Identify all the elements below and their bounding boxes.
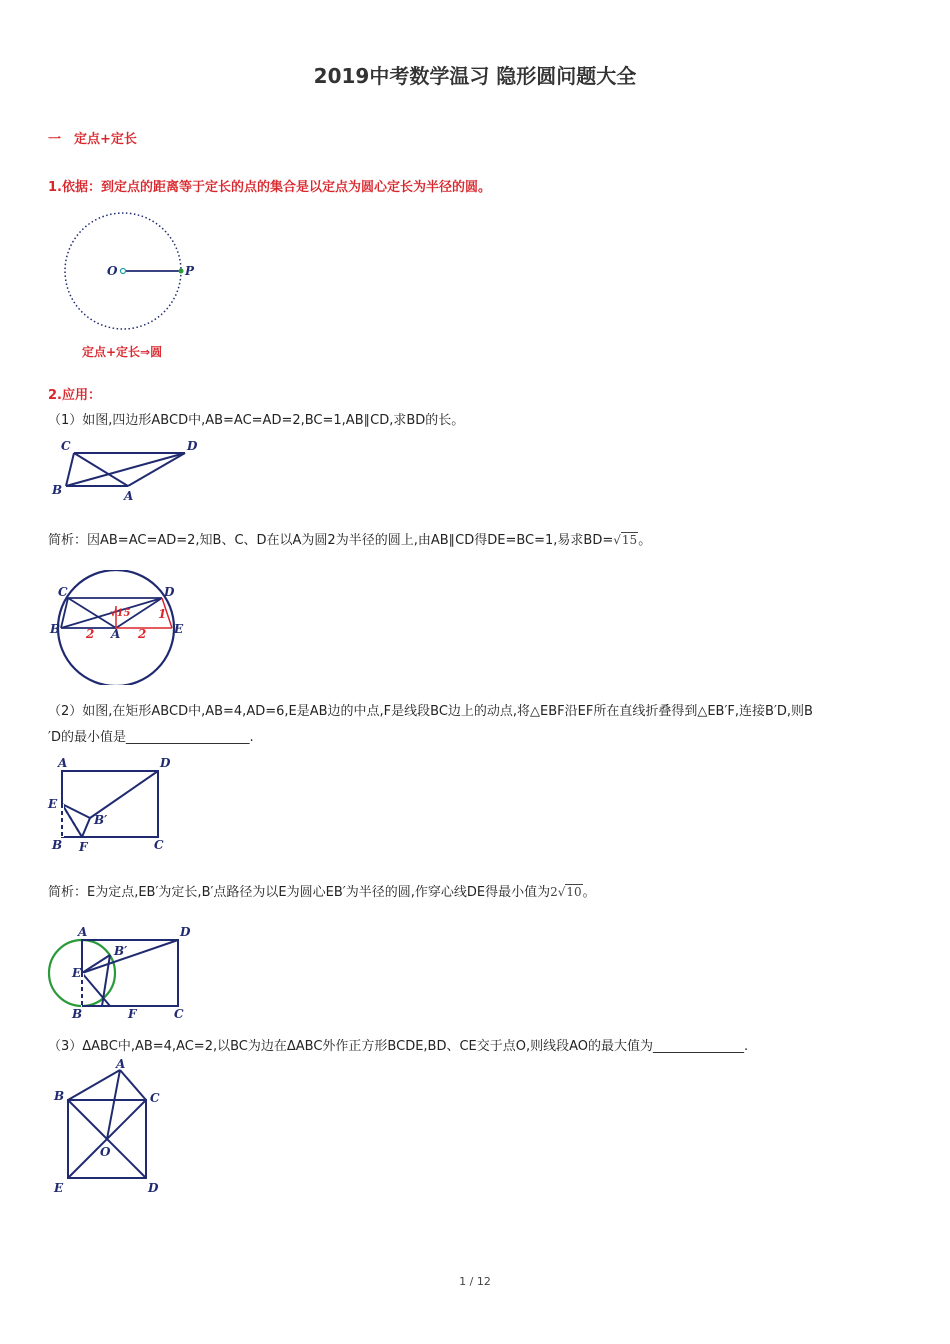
q1a-label-b: B bbox=[50, 622, 61, 636]
fig1-point-p bbox=[179, 269, 184, 274]
q2-label-b: B bbox=[52, 838, 63, 852]
fig1-center-point bbox=[121, 269, 126, 274]
q3-text: （3）ΔABC中,AB=4,AC=2,以BC为边在ΔABC外作正方形BCDE,BD、CE交于点O,则线段AO的最大值为______________. bbox=[48, 1039, 749, 1054]
basis-statement: 1.依据：到定点的距离等于定长的点的集合是以定点为圆心定长为半径的圆。 bbox=[48, 180, 491, 195]
q1-label-c: C bbox=[61, 439, 71, 453]
q2a-label-a: A bbox=[78, 925, 88, 939]
fig1-caption: 定点+定长⇒圆 bbox=[82, 345, 163, 359]
q2-sqrt-expression: 2√10 bbox=[550, 885, 582, 899]
q1a-label-one: 1 bbox=[158, 607, 167, 621]
application-heading: 2.应用： bbox=[48, 388, 101, 403]
q2-analysis bbox=[48, 881, 596, 900]
q1a-label-sqrt15: √15 bbox=[110, 608, 131, 619]
fig1-label-p: P bbox=[185, 264, 195, 278]
q2-analysis-figure bbox=[44, 925, 204, 1025]
q2-label-e: E bbox=[48, 797, 58, 811]
q1a-label-e: E bbox=[174, 622, 184, 636]
q1-figure bbox=[48, 436, 208, 506]
q2a-label-bprime: B′ bbox=[114, 944, 128, 958]
q1a-label-two-right: 2 bbox=[138, 627, 147, 641]
q1-label-b: B bbox=[52, 483, 63, 497]
q1a-label-d: D bbox=[164, 585, 175, 599]
q1a-label-a: A bbox=[111, 627, 121, 641]
q1-text: （1）如图,四边形ABCD中,AB=AC=AD=2,BC=1,AB∥CD,求BD的长。 bbox=[48, 413, 465, 428]
q1-analysis bbox=[48, 529, 651, 548]
q2a-label-e: E bbox=[72, 966, 82, 980]
q1-analysis-figure bbox=[48, 570, 198, 685]
fig1-circle-diagram bbox=[55, 205, 205, 340]
q2-coefficient: 2 bbox=[550, 885, 558, 899]
q2-analysis-text: 简析：E为定点,EB′为定长,B′点路径为以E为圆心EB′为半径的圆,作穿心线DE得最小值为 bbox=[48, 885, 551, 900]
q2-label-bprime: B′ bbox=[94, 813, 108, 827]
fig1-label-o: O bbox=[107, 264, 118, 278]
q2-label-f: F bbox=[79, 840, 88, 854]
q2a-label-d: D bbox=[180, 925, 191, 939]
q2-analysis-end: 。 bbox=[582, 885, 596, 900]
q1-analysis-end: 。 bbox=[638, 533, 652, 548]
q1-label-d: D bbox=[187, 439, 198, 453]
q2a-label-c: C bbox=[174, 1007, 184, 1021]
q1-sqrt-expression: √15 bbox=[613, 533, 638, 547]
page-title: 2019中考数学温习 隐形圆问题大全 bbox=[313, 64, 637, 88]
q3-label-o: O bbox=[100, 1145, 111, 1159]
q2-label-a: A bbox=[58, 756, 68, 770]
q1-analysis-text: 简析：因AB=AC=AD=2,知B、C、D在以A为圆2为半径的圆上,由AB∥CD得DE=BC=1,易求BD= bbox=[48, 533, 614, 548]
q3-label-e: E bbox=[54, 1181, 64, 1195]
q2a-label-b: B bbox=[72, 1007, 83, 1021]
q3-label-d: D bbox=[148, 1181, 159, 1195]
q3-label-b: B bbox=[54, 1089, 65, 1103]
q2-radicand: 10 bbox=[566, 885, 582, 899]
q1a-label-two-left: 2 bbox=[86, 627, 95, 641]
page-number: 1 / 12 bbox=[459, 1275, 491, 1288]
q2-figure bbox=[44, 756, 184, 856]
q3-label-a: A bbox=[116, 1058, 126, 1071]
q2-text-line2: ′D的最小值是___________________. bbox=[48, 730, 254, 745]
q1-label-a: A bbox=[124, 489, 134, 503]
q3-label-c: C bbox=[150, 1091, 160, 1105]
q2-label-c: C bbox=[154, 838, 164, 852]
q1a-label-c: C bbox=[58, 585, 68, 599]
q2-text-line1: （2）如图,在矩形ABCD中,AB=4,AD=6,E是AB边的中点,F是线段BC边上的动点,将△EBF沿EF所在直线折叠得到△EB′F,连接B′D,则B bbox=[48, 704, 813, 719]
q2a-label-f: F bbox=[128, 1007, 137, 1021]
section-heading: 一 定点+定长 bbox=[48, 132, 137, 147]
q1-radicand: 15 bbox=[621, 533, 638, 547]
q2-label-d: D bbox=[160, 756, 171, 770]
q3-figure bbox=[48, 1058, 178, 1198]
